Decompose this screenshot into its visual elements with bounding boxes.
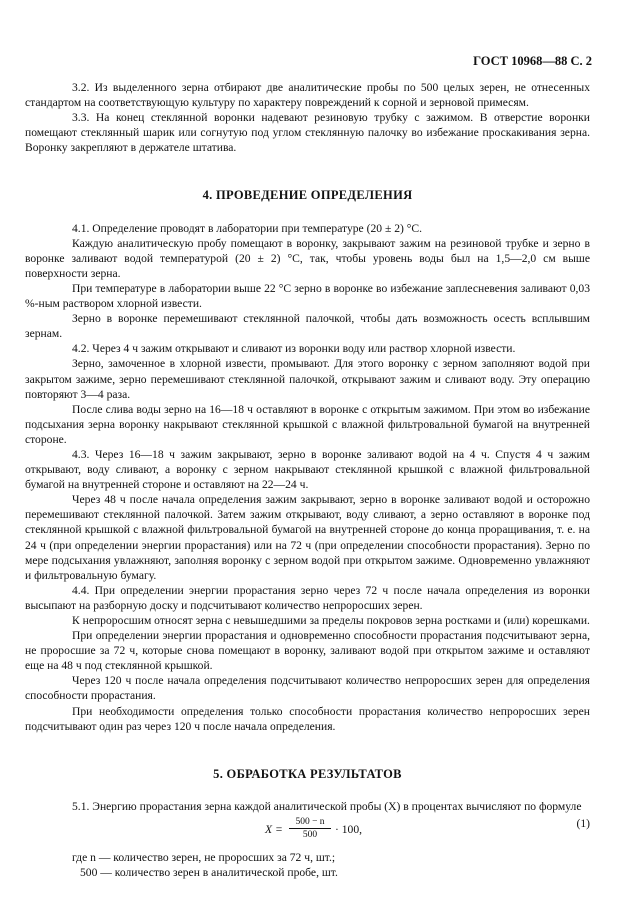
paragraph: К непроросшим относят зерна с невышедшими за пределы покровов зерна ростками и (или) корешками. [72, 614, 590, 627]
page-header: ГОСТ 10968—88 С. 2 [473, 54, 592, 68]
paragraph: Зерно, замоченное в хлорной извести, промывают. Для этого воронку с зерном заполняют водой при закрытом зажиме, зерно перемешивают стеклянной палочкой, открывают зажим и сливают воду. Эту операцию повторяют 3—4 раза. [25, 357, 590, 401]
formula [25, 818, 590, 844]
paragraph-3-2: 3.2. Из выделенного зерна отбирают две аналитические пробы по 500 целых зерен, не отнесенных стандартом на соответствующую культуру по характеру повреждений к сорной и зерновой примесям. [25, 81, 590, 110]
formula-numerator: 500 − n [289, 816, 331, 829]
paragraph: Через 120 ч после начала определения подсчитывают количество непроросших зерен для определения способности прорастания. [25, 674, 590, 703]
document-body [25, 80, 590, 880]
paragraph: При необходимости определения только способности прорастания количество непроросших зерен подсчитывают один раз через 120 ч после начала определения. [25, 704, 590, 733]
definition-500: 500 — количество зерен в аналитической пробе, шт. [80, 866, 338, 880]
formula-number: (1) [576, 816, 590, 830]
formula-denominator: 500 [302, 829, 318, 840]
paragraph-3-3: 3.3. На конец стеклянной воронки надевают резиновую трубку с зажимом. В отверстие воронки помещают стеклянный шарик или согнутую под углом стеклянную палочку во избежание проскакивания зерна. Воронку закрепляют в держателе штатива. [25, 111, 590, 155]
paragraph: При температуре в лаборатории выше 22 °С зерно в воронке во избежание заплесневения заливают 0,03 %-ным раствором хлорной извести. [25, 281, 590, 311]
paragraph-4-1: 4.1. Определение проводят в лаборатории при температуре (20 ± 2) °С. [72, 221, 423, 235]
section-5-title: 5. ОБРАБОТКА РЕЗУЛЬТАТОВ [213, 766, 402, 781]
definition-n: где n — количество зерен, не проросших за 72 ч, шт.; [72, 850, 336, 864]
paragraph-4-4: 4.4. При определении энергии прорастания зерно через 72 ч после начала определения из воронки высыпают на разборную доску и подсчитывают количество непроросших зерен. [25, 583, 590, 612]
paragraph-4-2: 4.2. Через 4 ч зажим открывают и сливают из воронки воду или раствор хлорной извести. [72, 342, 516, 356]
formula-lhs: X = [265, 822, 283, 836]
formula-fraction [289, 816, 331, 841]
paragraph: Через 48 ч после начала определения зажим закрывают, зерно в воронке заливают водой и осторожно перемешивают стеклянной палочкой. Затем зажим открывают, воду сливают, а зерно оставляют в воронке под стеклянной крышкой с влажной фильтровальной бумагой на внутренней стороне до конца проращивания, т. е. на 24 ч (при определении энергии прорастания) или на 72 ч (при определении способности прорастания). Зерно по мере подсыхания увлажняют, заполняя воронку с зерном водой при открытом зажиме. Одновременно увлажняют и фильтровальную бумагу. [25, 493, 590, 582]
section-4-title: 4. ПРОВЕДЕНИЕ ОПРЕДЕЛЕНИЯ [202, 188, 413, 203]
paragraph-5-1: 5.1. Энергию прорастания зерна каждой аналитической пробы (X) в процентах вычисляют по формуле [72, 799, 582, 813]
formula-multiplier: · 100, [335, 822, 363, 836]
paragraph: Каждую аналитическую пробу помещают в воронку, закрывают зажим на резиновой трубке и зерно в воронке заливают водой температурой (20 ± 2) °С, так, чтобы уровень воды был на 1,5—2,0 см выше поверхности зерна. [25, 236, 590, 280]
paragraph: После слива воды зерно на 16—18 ч оставляют в воронке с открытым зажимом. При этом во избежание подсыхания зерна воронку накрывают стеклянной крышкой с влажной фильтровальной бумагой на внутренней стороне. [25, 402, 590, 446]
paragraph: Зерно в воронке перемешивают стеклянной палочкой, чтобы дать возможность осесть всплывшим зернам. [25, 312, 590, 341]
paragraph-4-3: 4.3. Через 16—18 ч зажим закрывают, зерно в воронке заливают водой на 4 ч. Спустя 4 ч зажим открывают, воду сливают, а воронку с зерном накрывают стеклянной крышкой с влажной фильтровальной бумагой на внутренней стороне и оставляют на 22—24 ч. [25, 447, 590, 492]
paragraph: При определении энергии прорастания и одновременно способности прорастания подсчитывают зерна, не проросшие за 72 ч, которые снова помещают в воронку, заливают водой при открытом зажиме и оставляют еще на 48 ч под стеклянной крышкой. [25, 629, 590, 673]
